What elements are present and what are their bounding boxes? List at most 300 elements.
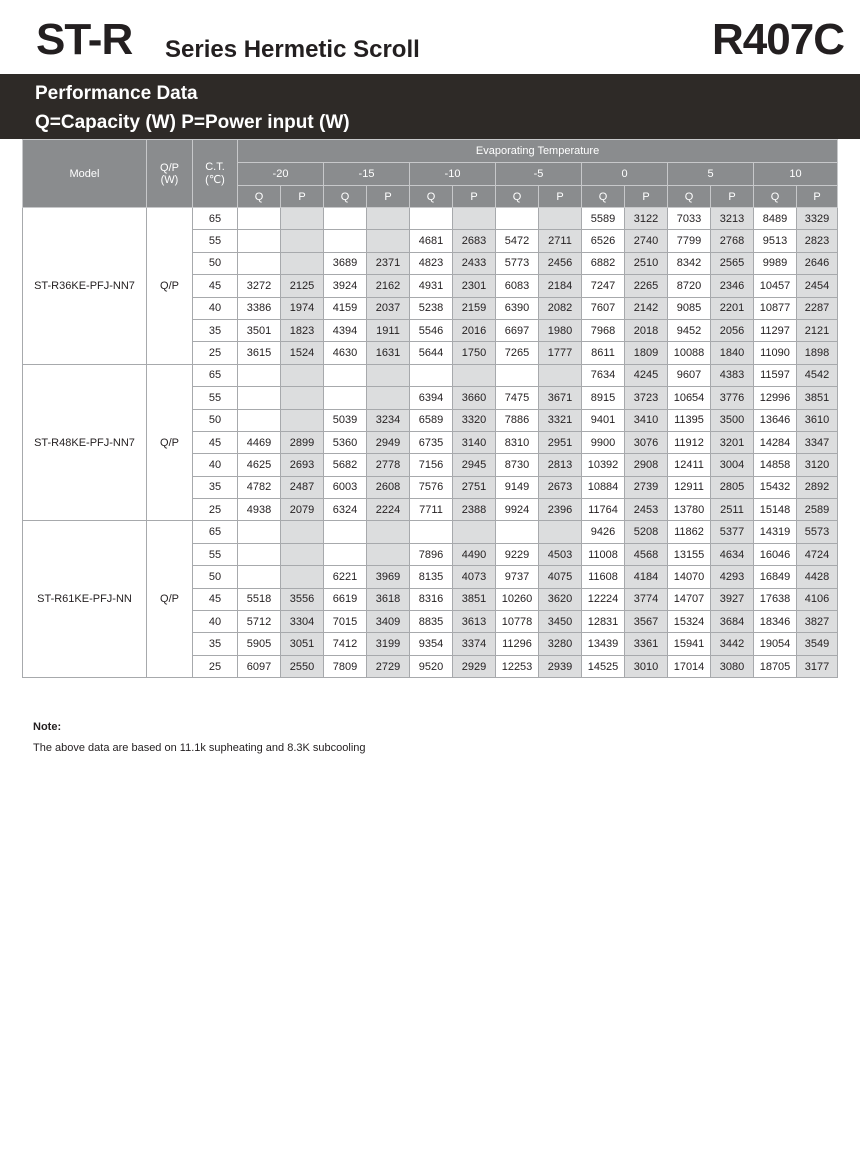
series-code: ST-R bbox=[36, 15, 133, 64]
capacity-cell: 14858 bbox=[754, 454, 797, 476]
condensing-temp-cell: 65 bbox=[193, 208, 238, 230]
column-header-qp bbox=[147, 140, 193, 208]
power-input-cell: 3120 bbox=[797, 454, 838, 476]
capacity-cell: 4630 bbox=[324, 342, 367, 364]
capacity-cell: 5644 bbox=[410, 342, 453, 364]
power-input-cell: 3140 bbox=[453, 431, 496, 453]
power-input-cell: 3723 bbox=[625, 387, 668, 409]
capacity-cell: 7576 bbox=[410, 476, 453, 498]
capacity-cell: 18705 bbox=[754, 655, 797, 677]
power-input-cell: 3004 bbox=[711, 454, 754, 476]
capacity-cell: 7607 bbox=[582, 297, 625, 319]
power-input-cell: 4293 bbox=[711, 566, 754, 588]
p-subheader: P bbox=[625, 186, 668, 208]
q-subheader: Q bbox=[238, 186, 281, 208]
capacity-cell bbox=[324, 208, 367, 230]
capacity-cell: 3501 bbox=[238, 319, 281, 341]
power-input-cell: 2683 bbox=[453, 230, 496, 252]
condensing-temp-cell: 50 bbox=[193, 252, 238, 274]
power-input-cell: 2162 bbox=[367, 275, 410, 297]
capacity-cell: 14284 bbox=[754, 431, 797, 453]
power-input-cell: 2751 bbox=[453, 476, 496, 498]
power-input-cell: 4184 bbox=[625, 566, 668, 588]
power-input-cell: 4075 bbox=[539, 566, 582, 588]
power-input-cell: 4503 bbox=[539, 543, 582, 565]
capacity-cell bbox=[324, 521, 367, 543]
power-input-cell: 4383 bbox=[711, 364, 754, 386]
power-input-cell: 2740 bbox=[625, 230, 668, 252]
capacity-cell bbox=[238, 521, 281, 543]
power-input-cell bbox=[367, 387, 410, 409]
power-input-cell: 3080 bbox=[711, 655, 754, 677]
power-input-cell: 2939 bbox=[539, 655, 582, 677]
power-input-cell: 2056 bbox=[711, 319, 754, 341]
capacity-cell: 9900 bbox=[582, 431, 625, 453]
capacity-cell: 6697 bbox=[496, 319, 539, 341]
capacity-cell: 4782 bbox=[238, 476, 281, 498]
power-input-cell: 4724 bbox=[797, 543, 838, 565]
capacity-cell: 7015 bbox=[324, 611, 367, 633]
capacity-cell: 5682 bbox=[324, 454, 367, 476]
power-input-cell bbox=[281, 409, 324, 431]
capacity-cell: 8720 bbox=[668, 275, 711, 297]
capacity-cell: 12996 bbox=[754, 387, 797, 409]
capacity-cell: 6003 bbox=[324, 476, 367, 498]
power-input-cell: 2908 bbox=[625, 454, 668, 476]
power-input-cell bbox=[539, 521, 582, 543]
column-header-ct-line1: C.T. bbox=[205, 161, 225, 173]
capacity-cell: 6324 bbox=[324, 499, 367, 521]
power-input-cell: 2673 bbox=[539, 476, 582, 498]
power-input-cell: 3671 bbox=[539, 387, 582, 409]
power-input-cell bbox=[367, 364, 410, 386]
power-input-cell: 2159 bbox=[453, 297, 496, 319]
power-input-cell: 3410 bbox=[625, 409, 668, 431]
power-input-cell: 3567 bbox=[625, 611, 668, 633]
capacity-cell: 9149 bbox=[496, 476, 539, 498]
power-input-cell bbox=[281, 521, 324, 543]
capacity-cell: 13155 bbox=[668, 543, 711, 565]
power-input-cell: 2142 bbox=[625, 297, 668, 319]
capacity-cell bbox=[496, 208, 539, 230]
evaporating-temp-header: -10 bbox=[410, 163, 496, 186]
capacity-cell: 4625 bbox=[238, 454, 281, 476]
capacity-cell: 5360 bbox=[324, 431, 367, 453]
capacity-cell: 9924 bbox=[496, 499, 539, 521]
capacity-cell: 11912 bbox=[668, 431, 711, 453]
power-input-cell: 2454 bbox=[797, 275, 838, 297]
capacity-cell: 10654 bbox=[668, 387, 711, 409]
power-input-cell: 2082 bbox=[539, 297, 582, 319]
power-input-cell: 3374 bbox=[453, 633, 496, 655]
power-input-cell: 2945 bbox=[453, 454, 496, 476]
capacity-cell: 14070 bbox=[668, 566, 711, 588]
model-name-cell: ST-R48KE-PFJ-NN7 bbox=[23, 364, 147, 521]
power-input-cell: 2823 bbox=[797, 230, 838, 252]
column-header-ct bbox=[193, 140, 238, 208]
capacity-cell: 9401 bbox=[582, 409, 625, 431]
power-input-cell: 2510 bbox=[625, 252, 668, 274]
section-subtitle: Q=Capacity (W) P=Power input (W) bbox=[35, 112, 350, 133]
capacity-cell bbox=[238, 409, 281, 431]
capacity-cell: 5546 bbox=[410, 319, 453, 341]
power-input-cell bbox=[367, 208, 410, 230]
capacity-cell: 19054 bbox=[754, 633, 797, 655]
capacity-cell bbox=[496, 521, 539, 543]
capacity-cell: 11395 bbox=[668, 409, 711, 431]
capacity-cell: 16046 bbox=[754, 543, 797, 565]
power-input-cell: 1898 bbox=[797, 342, 838, 364]
p-subheader: P bbox=[453, 186, 496, 208]
power-input-cell: 3684 bbox=[711, 611, 754, 633]
capacity-cell bbox=[324, 230, 367, 252]
capacity-cell: 7968 bbox=[582, 319, 625, 341]
power-input-cell: 2693 bbox=[281, 454, 324, 476]
capacity-cell bbox=[238, 208, 281, 230]
capacity-cell: 14525 bbox=[582, 655, 625, 677]
power-input-cell: 2287 bbox=[797, 297, 838, 319]
evaporating-temp-header: 5 bbox=[668, 163, 754, 186]
capacity-cell bbox=[410, 208, 453, 230]
power-input-cell: 1524 bbox=[281, 342, 324, 364]
power-input-cell: 1974 bbox=[281, 297, 324, 319]
capacity-cell: 4931 bbox=[410, 275, 453, 297]
power-input-cell: 3927 bbox=[711, 588, 754, 610]
evaporating-temp-header: 0 bbox=[582, 163, 668, 186]
note-text: The above data are based on 11.1k supheating and 8.3K subcooling bbox=[33, 742, 366, 754]
model-name-cell: ST-R61KE-PFJ-NN bbox=[23, 521, 147, 678]
capacity-cell: 9229 bbox=[496, 543, 539, 565]
capacity-cell: 8310 bbox=[496, 431, 539, 453]
capacity-cell: 7809 bbox=[324, 655, 367, 677]
power-input-cell: 3409 bbox=[367, 611, 410, 633]
capacity-cell: 5773 bbox=[496, 252, 539, 274]
condensing-temp-cell: 25 bbox=[193, 342, 238, 364]
power-input-cell: 2951 bbox=[539, 431, 582, 453]
capacity-cell: 6526 bbox=[582, 230, 625, 252]
power-input-cell: 1840 bbox=[711, 342, 754, 364]
power-input-cell: 2184 bbox=[539, 275, 582, 297]
capacity-cell: 11297 bbox=[754, 319, 797, 341]
condensing-temp-cell: 45 bbox=[193, 431, 238, 453]
power-input-cell: 4106 bbox=[797, 588, 838, 610]
capacity-cell bbox=[324, 543, 367, 565]
capacity-cell bbox=[410, 521, 453, 543]
power-input-cell: 3361 bbox=[625, 633, 668, 655]
power-input-cell: 3234 bbox=[367, 409, 410, 431]
power-input-cell bbox=[281, 543, 324, 565]
condensing-temp-cell: 50 bbox=[193, 566, 238, 588]
power-input-cell: 2456 bbox=[539, 252, 582, 274]
power-input-cell: 3774 bbox=[625, 588, 668, 610]
table-row bbox=[23, 364, 838, 386]
power-input-cell: 2768 bbox=[711, 230, 754, 252]
capacity-cell: 14707 bbox=[668, 588, 711, 610]
capacity-cell: 11296 bbox=[496, 633, 539, 655]
column-header-model: Model bbox=[23, 140, 147, 208]
power-input-cell bbox=[281, 387, 324, 409]
power-input-cell: 3610 bbox=[797, 409, 838, 431]
capacity-cell: 8135 bbox=[410, 566, 453, 588]
p-subheader: P bbox=[539, 186, 582, 208]
power-input-cell bbox=[367, 230, 410, 252]
capacity-cell bbox=[324, 364, 367, 386]
capacity-cell: 9354 bbox=[410, 633, 453, 655]
power-input-cell: 2778 bbox=[367, 454, 410, 476]
capacity-cell bbox=[410, 364, 453, 386]
capacity-cell: 8611 bbox=[582, 342, 625, 364]
qp-cell: Q/P bbox=[147, 208, 193, 365]
capacity-cell: 4681 bbox=[410, 230, 453, 252]
capacity-cell: 5472 bbox=[496, 230, 539, 252]
table-row bbox=[23, 521, 838, 543]
capacity-cell: 11090 bbox=[754, 342, 797, 364]
power-input-cell: 3618 bbox=[367, 588, 410, 610]
power-input-cell: 3776 bbox=[711, 387, 754, 409]
capacity-cell: 5039 bbox=[324, 409, 367, 431]
capacity-cell: 10392 bbox=[582, 454, 625, 476]
evaporating-temp-header: -15 bbox=[324, 163, 410, 186]
condensing-temp-cell: 35 bbox=[193, 319, 238, 341]
capacity-cell: 4823 bbox=[410, 252, 453, 274]
capacity-cell: 11008 bbox=[582, 543, 625, 565]
capacity-cell: 7033 bbox=[668, 208, 711, 230]
qp-cell: Q/P bbox=[147, 364, 193, 521]
power-input-cell: 3827 bbox=[797, 611, 838, 633]
capacity-cell: 6589 bbox=[410, 409, 453, 431]
capacity-cell: 5905 bbox=[238, 633, 281, 655]
capacity-cell: 7156 bbox=[410, 454, 453, 476]
power-input-cell: 1750 bbox=[453, 342, 496, 364]
power-input-cell: 2396 bbox=[539, 499, 582, 521]
capacity-cell: 8489 bbox=[754, 208, 797, 230]
power-input-cell: 4568 bbox=[625, 543, 668, 565]
q-subheader: Q bbox=[496, 186, 539, 208]
capacity-cell: 7896 bbox=[410, 543, 453, 565]
capacity-cell: 12911 bbox=[668, 476, 711, 498]
power-input-cell: 3442 bbox=[711, 633, 754, 655]
power-input-cell: 4073 bbox=[453, 566, 496, 588]
capacity-cell: 17638 bbox=[754, 588, 797, 610]
capacity-cell: 3615 bbox=[238, 342, 281, 364]
power-input-cell bbox=[453, 521, 496, 543]
column-header-ct-line2: (℃) bbox=[205, 174, 225, 186]
capacity-cell: 10884 bbox=[582, 476, 625, 498]
condensing-temp-cell: 25 bbox=[193, 499, 238, 521]
qp-cell: Q/P bbox=[147, 521, 193, 678]
power-input-cell bbox=[281, 566, 324, 588]
power-input-cell: 5573 bbox=[797, 521, 838, 543]
power-input-cell: 2487 bbox=[281, 476, 324, 498]
power-input-cell: 1809 bbox=[625, 342, 668, 364]
power-input-cell bbox=[539, 208, 582, 230]
power-input-cell bbox=[281, 252, 324, 274]
capacity-cell: 10778 bbox=[496, 611, 539, 633]
capacity-cell: 3272 bbox=[238, 275, 281, 297]
note-title: Note: bbox=[33, 721, 62, 733]
capacity-cell: 13439 bbox=[582, 633, 625, 655]
capacity-cell: 12253 bbox=[496, 655, 539, 677]
power-input-cell: 2729 bbox=[367, 655, 410, 677]
capacity-cell: 9513 bbox=[754, 230, 797, 252]
capacity-cell: 6394 bbox=[410, 387, 453, 409]
power-input-cell: 3010 bbox=[625, 655, 668, 677]
capacity-cell: 8316 bbox=[410, 588, 453, 610]
capacity-cell bbox=[496, 364, 539, 386]
condensing-temp-cell: 25 bbox=[193, 655, 238, 677]
power-input-cell: 2371 bbox=[367, 252, 410, 274]
condensing-temp-cell: 40 bbox=[193, 454, 238, 476]
capacity-cell: 5589 bbox=[582, 208, 625, 230]
power-input-cell: 2301 bbox=[453, 275, 496, 297]
power-input-cell: 3076 bbox=[625, 431, 668, 453]
capacity-cell: 3386 bbox=[238, 297, 281, 319]
power-input-cell: 2201 bbox=[711, 297, 754, 319]
p-subheader: P bbox=[281, 186, 324, 208]
model-name-cell: ST-R36KE-PFJ-NN7 bbox=[23, 208, 147, 365]
power-input-cell: 2646 bbox=[797, 252, 838, 274]
capacity-cell: 8342 bbox=[668, 252, 711, 274]
condensing-temp-cell: 45 bbox=[193, 275, 238, 297]
capacity-cell: 5712 bbox=[238, 611, 281, 633]
power-input-cell: 1631 bbox=[367, 342, 410, 364]
capacity-cell bbox=[238, 230, 281, 252]
power-input-cell: 3051 bbox=[281, 633, 324, 655]
capacity-cell: 11597 bbox=[754, 364, 797, 386]
power-input-cell: 2739 bbox=[625, 476, 668, 498]
power-input-cell: 3556 bbox=[281, 588, 324, 610]
capacity-cell: 5238 bbox=[410, 297, 453, 319]
capacity-cell: 7799 bbox=[668, 230, 711, 252]
power-input-cell: 4245 bbox=[625, 364, 668, 386]
condensing-temp-cell: 50 bbox=[193, 409, 238, 431]
capacity-cell bbox=[324, 387, 367, 409]
power-input-cell: 2805 bbox=[711, 476, 754, 498]
power-input-cell: 4490 bbox=[453, 543, 496, 565]
condensing-temp-cell: 65 bbox=[193, 364, 238, 386]
evaporating-temp-header: -20 bbox=[238, 163, 324, 186]
power-input-cell: 3450 bbox=[539, 611, 582, 633]
power-input-cell: 2037 bbox=[367, 297, 410, 319]
capacity-cell: 4469 bbox=[238, 431, 281, 453]
power-input-cell: 2949 bbox=[367, 431, 410, 453]
capacity-cell: 9452 bbox=[668, 319, 711, 341]
capacity-cell bbox=[238, 364, 281, 386]
performance-table bbox=[22, 139, 838, 678]
capacity-cell: 17014 bbox=[668, 655, 711, 677]
power-input-cell: 2265 bbox=[625, 275, 668, 297]
capacity-cell: 7475 bbox=[496, 387, 539, 409]
power-input-cell: 2388 bbox=[453, 499, 496, 521]
condensing-temp-cell: 35 bbox=[193, 633, 238, 655]
p-subheader: P bbox=[367, 186, 410, 208]
power-input-cell: 3851 bbox=[453, 588, 496, 610]
capacity-cell: 8730 bbox=[496, 454, 539, 476]
capacity-cell bbox=[238, 543, 281, 565]
capacity-cell: 6221 bbox=[324, 566, 367, 588]
capacity-cell: 9607 bbox=[668, 364, 711, 386]
capacity-cell: 5518 bbox=[238, 588, 281, 610]
power-input-cell: 3304 bbox=[281, 611, 324, 633]
capacity-cell: 7265 bbox=[496, 342, 539, 364]
column-header-evaporating-temperature: Evaporating Temperature bbox=[238, 140, 838, 163]
capacity-cell: 15432 bbox=[754, 476, 797, 498]
power-input-cell: 2125 bbox=[281, 275, 324, 297]
power-input-cell: 3177 bbox=[797, 655, 838, 677]
capacity-cell: 14319 bbox=[754, 521, 797, 543]
power-input-cell: 3201 bbox=[711, 431, 754, 453]
power-input-cell: 2565 bbox=[711, 252, 754, 274]
capacity-cell: 4394 bbox=[324, 319, 367, 341]
power-input-cell: 2016 bbox=[453, 319, 496, 341]
capacity-cell: 7412 bbox=[324, 633, 367, 655]
capacity-cell: 12831 bbox=[582, 611, 625, 633]
capacity-cell: 7711 bbox=[410, 499, 453, 521]
power-input-cell bbox=[367, 543, 410, 565]
power-input-cell: 3122 bbox=[625, 208, 668, 230]
p-subheader: P bbox=[797, 186, 838, 208]
page-header bbox=[0, 0, 860, 74]
power-input-cell: 1823 bbox=[281, 319, 324, 341]
capacity-cell: 6619 bbox=[324, 588, 367, 610]
power-input-cell: 2929 bbox=[453, 655, 496, 677]
power-input-cell: 1777 bbox=[539, 342, 582, 364]
capacity-cell: 4938 bbox=[238, 499, 281, 521]
capacity-cell: 3689 bbox=[324, 252, 367, 274]
capacity-cell: 8835 bbox=[410, 611, 453, 633]
p-subheader: P bbox=[711, 186, 754, 208]
power-input-cell: 2589 bbox=[797, 499, 838, 521]
capacity-cell bbox=[238, 387, 281, 409]
power-input-cell: 3199 bbox=[367, 633, 410, 655]
refrigerant-code: R407C bbox=[712, 15, 844, 64]
capacity-cell: 6083 bbox=[496, 275, 539, 297]
capacity-cell: 4159 bbox=[324, 297, 367, 319]
q-subheader: Q bbox=[410, 186, 453, 208]
capacity-cell: 3924 bbox=[324, 275, 367, 297]
power-input-cell: 3613 bbox=[453, 611, 496, 633]
power-input-cell: 2453 bbox=[625, 499, 668, 521]
power-input-cell: 3620 bbox=[539, 588, 582, 610]
capacity-cell: 6882 bbox=[582, 252, 625, 274]
q-subheader: Q bbox=[324, 186, 367, 208]
capacity-cell bbox=[238, 252, 281, 274]
capacity-cell: 9989 bbox=[754, 252, 797, 274]
condensing-temp-cell: 65 bbox=[193, 521, 238, 543]
capacity-cell: 7247 bbox=[582, 275, 625, 297]
capacity-cell: 9426 bbox=[582, 521, 625, 543]
power-input-cell: 2079 bbox=[281, 499, 324, 521]
capacity-cell: 12411 bbox=[668, 454, 711, 476]
power-input-cell bbox=[281, 208, 324, 230]
condensing-temp-cell: 35 bbox=[193, 476, 238, 498]
capacity-cell: 16849 bbox=[754, 566, 797, 588]
power-input-cell: 3851 bbox=[797, 387, 838, 409]
power-input-cell: 1911 bbox=[367, 319, 410, 341]
capacity-cell: 6390 bbox=[496, 297, 539, 319]
condensing-temp-cell: 55 bbox=[193, 387, 238, 409]
evaporating-temp-header: 10 bbox=[754, 163, 838, 186]
power-input-cell bbox=[453, 364, 496, 386]
power-input-cell: 2433 bbox=[453, 252, 496, 274]
column-header-qp-line1: Q/P bbox=[160, 161, 179, 174]
power-input-cell: 2550 bbox=[281, 655, 324, 677]
power-input-cell: 4542 bbox=[797, 364, 838, 386]
power-input-cell: 2608 bbox=[367, 476, 410, 498]
power-input-cell: 2711 bbox=[539, 230, 582, 252]
condensing-temp-cell: 45 bbox=[193, 588, 238, 610]
capacity-cell: 11862 bbox=[668, 521, 711, 543]
